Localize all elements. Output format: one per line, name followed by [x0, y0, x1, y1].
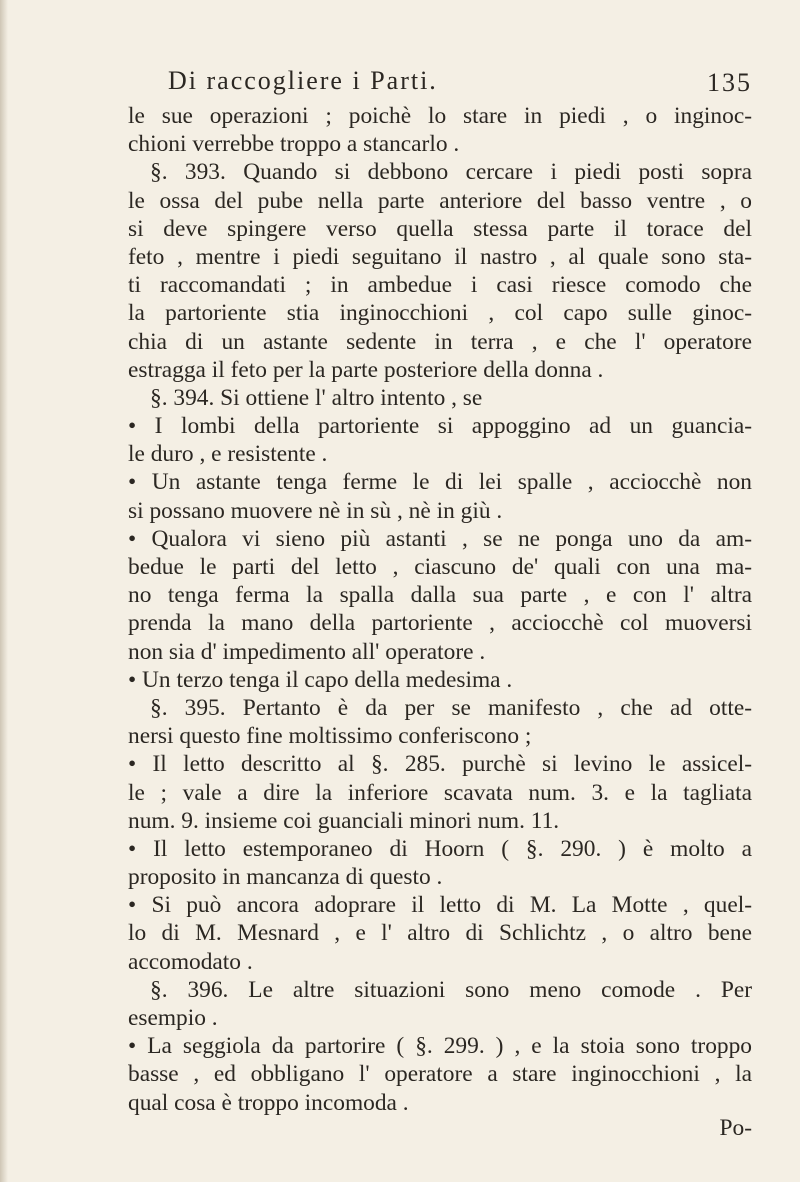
- text-line: • Il letto estemporaneo di Hoorn ( §. 290. ) è molto a: [128, 835, 752, 862]
- text-line: • I lombi della partoriente si appoggino ad un guancia-: [128, 413, 752, 440]
- page-number: 135: [707, 68, 752, 97]
- text-line: • La seggiola da partorire ( §. 299. ) , e la stoia sono troppo: [128, 1033, 752, 1060]
- text-line: §. 394. Si ottiene l' altro intento , se: [150, 384, 483, 411]
- text-line: §. 396. Le altre situazioni sono meno comode . Per: [150, 976, 752, 1003]
- text-line: • Qualora vi sieno più astanti , se ne ponga uno da am-: [128, 525, 752, 552]
- body-text: [128, 102, 752, 1117]
- text-line: accomodato .: [128, 948, 253, 975]
- text-line: ti raccomandati ; in ambedue i casi riesce comodo che: [128, 272, 752, 299]
- text-line: nersi questo fine moltissimo conferiscono ;: [128, 723, 532, 750]
- text-line: num. 9. insieme coi guanciali minori num. 11.: [128, 807, 560, 834]
- running-header: [128, 66, 752, 102]
- text-line: • Un terzo tenga il capo della medesima .: [128, 666, 513, 693]
- text-line: si deve spingere verso quella stessa parte il torace del: [128, 215, 752, 242]
- text-line: le ossa del pube nella parte anteriore del basso ventre , o: [128, 187, 752, 214]
- text-line: non sia d' impedimento all' operatore .: [128, 638, 486, 665]
- text-line: • Si può ancora adoprare il letto di M. La Motte , quel-: [128, 892, 752, 919]
- text-line: si possano muovere nè in sù , nè in giù .: [128, 497, 503, 524]
- text-line: la partoriente stia inginocchioni , col capo sulle ginoc-: [128, 300, 752, 327]
- running-title: Di raccogliere i Parti.: [168, 66, 438, 95]
- text-line: §. 393. Quando si debbono cercare i piedi posti sopra: [150, 159, 752, 186]
- text-line: no tenga ferma la spalla dalla sua parte , e con l' altra: [128, 582, 752, 609]
- catchword: Po-: [719, 1115, 752, 1141]
- text-line: feto , mentre i piedi seguitano il nastro , al quale sono sta-: [128, 243, 752, 270]
- text-line: basse , ed obbligano l' operatore a stare inginocchioni , la: [128, 1061, 752, 1088]
- text-line: esempio .: [128, 1005, 218, 1031]
- text-line: §. 395. Pertanto è da per se manifesto , che ad otte-: [150, 694, 752, 721]
- page-spine-shadow: [0, 0, 8, 1182]
- text-line: qual cosa è troppo incomoda .: [128, 1089, 409, 1116]
- text-line: prenda la mano della partoriente , acciocchè col muoversi: [128, 610, 752, 637]
- text-line: bedue le parti del letto , ciascuno de' quali con una ma-: [128, 554, 752, 580]
- text-line: • Un astante tenga ferme le di lei spalle , acciocchè non: [128, 469, 752, 496]
- text-line: • Il letto descritto al §. 285. purchè si levino le assicel-: [128, 751, 752, 778]
- text-line: lo di M. Mesnard , e l' altro di Schlichtz , o altro bene: [128, 920, 752, 947]
- text-line: le ; vale a dire la inferiore scavata num. 3. e la tagliata: [128, 779, 752, 806]
- text-line: estragga il feto per la parte posteriore della donna .: [128, 356, 604, 383]
- text-line: le duro , e resistente .: [128, 441, 328, 468]
- text-line: proposito in mancanza di questo .: [128, 864, 443, 891]
- text-line: chioni verrebbe troppo a stancarlo .: [128, 131, 460, 158]
- text-line: chia di un astante sedente in terra , e che l' operatore: [128, 328, 752, 355]
- text-line: le sue operazioni ; poichè lo stare in piedi , o inginoc-: [128, 103, 752, 129]
